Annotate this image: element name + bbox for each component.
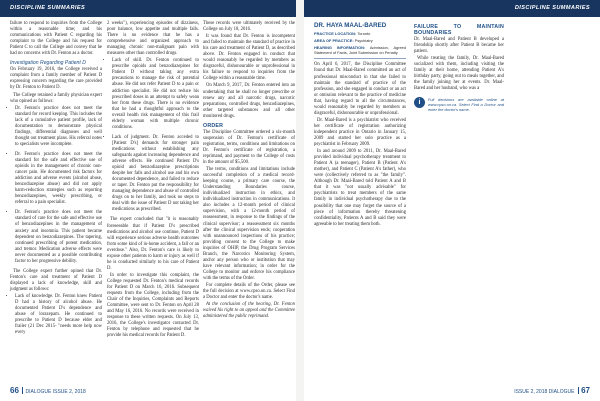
paragraph: On March 9, 2017, Dr. Fenton entered into an undertaking that he shall no longer prescribe or renew any and all narcotic drugs, narcotic preparations, controlled drugs, benzodiazepines, other targeted substances and all other monitored drugs. [203, 83, 295, 119]
section-header-left [0, 0, 296, 17]
paragraph: On April 6, 2017, the Discipline Committee found that Dr. Maal-Bared committed an act of professional misconduct in that she failed to maintain the standard of practice of the profession, and she engaged in conduct or an act or omission relevant to the practice of medicine that, having regard to all the circumstances, would reasonably be regarded by members as disgraceful, dishonourable or unprofessional. [314, 62, 406, 116]
hearing-information [314, 45, 406, 55]
paragraph: These records were ultimately received by the College on July 18, 2016. [203, 21, 295, 33]
decision-note [414, 97, 504, 112]
paragraph: At the conclusion of the hearing, Dr. Fenton waived his right to an appeal and the Committee administered the public reprimand. [203, 302, 295, 320]
list-item: • Lack of knowledge. Dr. Fenton knew Patient D had a history of alcohol abuse. He documented Patient D's dependence and abuse of lorazepam. He continued to prescribe to Patient D because elder and frailer (21 Dec 2015- "needs more help now every [15, 294, 102, 336]
meta-key: AREA OF PRACTICE: [314, 38, 354, 44]
page-number-left: 66 [10, 386, 19, 395]
folio-left [10, 386, 86, 395]
meta-key: HEARING INFORMATION: [314, 45, 366, 51]
info-icon: i [414, 97, 425, 108]
decision-note-text: Full decisions are available online at www.cpso.on.ca. Select Find a Doctor and enter the doctor's name. [428, 96, 504, 112]
paragraph: Dr. Maal-Bared is a psychiatrist who received her certificate of registration authorizing independent practice in Ontario in January 15, 2009 and started her solo practice as a psychiatrist in February 2009. [314, 117, 406, 148]
area-of-practice [314, 38, 406, 43]
paragraph: For complete details of the Order, please see the full decision at www.cpso.on.ca. Select Find a Doctor and enter the doctor's name. [203, 282, 295, 301]
heading-order: ORDER [203, 122, 224, 129]
divider [314, 58, 406, 59]
paragraph: The Discipline Committee ordered a six-month suspension of Dr. Fenton's certificate of registration, terms, conditions and limitations on Dr. Fenton's certificate of registration, a reprimand, and payment to the College of costs in the amount of $5,500. [203, 129, 295, 166]
practice-location [314, 31, 406, 36]
paragraph: failure to respond to inquiries from the College within a reasonable time; and his communications with Patient C regarding his complaint to the College and his request for Patient C to call the College and convey that he had no concerns with Dr. Fenton as a doctor. [10, 21, 102, 57]
paragraph: The terms, conditions and limitations include successful completion of a medical record-keeping course, a primary care course, the Understanding Boundaries course, individualized instruction in ethics, and individualized instruction in communications. It also includes a 12-month period of clinical supervision, with a 12-month period of reassessment, in response to the findings of the clinical supervisor; a reassessment six months after the clinical supervision ends; cooperation with unannounced inspections of his practice; providing consent to the College to make inquiries of OHIP, the Drug Program Services Branch, the Narcotics Monitoring System, and/or any person who or institution that may have relevant information; in order for the College to monitor and enforce his compliance with the terms of the Order. [203, 167, 295, 281]
column-4 [314, 21, 406, 229]
section-header-right [304, 0, 600, 17]
paragraph: While treating the family, Dr. Maal-Bared socialized with them, including visiting the family at their home, attending Patient A's birthday party, going out to meals together, and the family joining her at events. Dr. Maal-Bared and her husband, who was a [414, 56, 504, 92]
paragraph: In order to investigate this complaint, the College requested Dr. Fenton's medical records for Patient D on March 16, 2016. Subsequent requests from the College, including from the Chair of the Inquiries, Complaints and Reports Committee, were sent to Dr. Fenton on April 28 and May 16, 2016. No records were received in response to these written requests. On July 13, 2016, the College's investigator contacted Dr. Fenton by telephone and requested that he provide his medical records for Patient D. [107, 272, 199, 339]
deficiency-list [10, 294, 102, 336]
list-item: • Lack of skill. Dr. Fenton continued to prescribe opioids and benzodiazepines for Patient D without taking any extra precautions to manage the risk of potential abuse. He did not refer Patient D to a pain or addiction specialist. He did not reduce his prescribed doses in an attempt to safely wean her from these drugs. There is no evidence that he had a thoughtful approach to the overall health risk management of this frail elderly woman with multiple chronic conditions. [112, 58, 199, 131]
meta-value: Toronto [357, 31, 371, 37]
folio-divider [22, 387, 23, 394]
paragraph: The College retained a family physician expert who opined as follows: [10, 92, 102, 104]
paragraph: The College expert further opined that Dr. Fenton's care and treatment of Patient D displayed a lack of knowledge, skill and judgment as follows: [10, 268, 102, 292]
paragraph: In and around 2009 to 2011, Dr. Maal-Bared provided individual psychotherapy treatment to Patient A (a teenager), Patient B (Patient A's mother), and Patient C (Patient A's father), who were (collectively referred to as "the family". Although Dr. Maal-Bared told Patient A and B that it was "not usually advisable" for psychiatrists to treat members of the same family in individual psychotherapy due to the possibility that one may forget the source of a piece of information thereby threatening confidentiality, Patients A and B said they were agreeable to her treating them both. [314, 149, 406, 227]
page-number-right: 67 [581, 386, 590, 395]
list-item: • Dr. Fenton's practice does not meet the standard of care for the safe and effective use of benzodiazepines in the management of anxiety and insomnia. This patient became dependent on benzodiazepines. The tapering, continued prescribing of potent medication, and tremor. Medication adverse effects were never documented as a possible contributing factor to her progressive debility. [15, 210, 102, 264]
folio-right [514, 386, 590, 395]
meta-key: PRACTICE LOCATION: [314, 31, 357, 37]
meta-value: Psychiatry [354, 38, 373, 44]
column-1 [10, 21, 102, 340]
paragraph: It was found that Dr. Fenton is incompetent and failed to maintain the standard of practice in his care and treatment of Patient D, as described above. Dr. Fenton engaged in conduct that would reasonably be regarded by members as disgraceful, dishonourable or unprofessional in his failure to respond to inquiries from the College within a reasonable time. [203, 34, 295, 82]
paragraph: 2 weeks"), experiencing episodes of dizziness, poor balance, low appetite and multiple falls. There is no evidence that he has a comprehensive and organized approach to managing chronic non-malignant pain with measures other than controlled drugs. [107, 21, 199, 57]
column-5 [414, 21, 504, 112]
subheading-patient-d: Investigation Regarding Patient D [10, 60, 86, 67]
list-item: • Dr. Fenton's practice does not meet the standard for the safe and effective use of opioids in the management of chronic non-cancer pain. He documented risk factors for addiction and adverse events (alcohol abuse, benzodiazepine abuse) and did not apply harm-reduction strategies such as reporting benzodiazepines, weekly prescribing, or referral to a pain specialist. [15, 152, 102, 206]
list-item: • Dr. Fenton's practice does not meet the standard for record keeping. This includes the lack of a cumulative patient profile, lack of documentation to demonstrate physical findings, differential diagnoses and well thought out treatment plans. His referral notes to specialists were incomplete. [15, 106, 102, 148]
section-header-right-label: DISCIPLINE SUMMARIES [514, 5, 590, 11]
section-header-left-label: DISCIPLINE SUMMARIES [10, 5, 86, 11]
column-2 [107, 21, 199, 340]
expert-opinion-list [10, 106, 102, 265]
magazine-name-right: ISSUE 2, 2018 DIALOGUE [514, 389, 575, 395]
folio-divider [578, 387, 579, 394]
case-title: DR. HAYA MAAL-BARED [314, 22, 387, 29]
column-3 [203, 21, 295, 321]
page-gutter [296, 0, 304, 401]
paragraph: The expert concluded that "it is reasonably foreseeable that if Patient D's prescribed medications and alcohol use continue, Patient D will experience serious adverse health outcomes from some kind of in-home accident, a fall or an overdose." Also, Dr. Fenton's care is likely to expose other patients to harm or injury as well if he is conducted similarly to his care of Patient D. [107, 217, 199, 271]
heading-boundaries: FAILURE TO MAINTAIN BOUNDARIES [414, 24, 504, 37]
paragraph: Dr. Maal-Bared and Patient B developed a friendship shortly after Patient B became her patient. [414, 37, 504, 55]
deficiency-list-cont [107, 58, 199, 213]
meta-value: Admission, Agreed Statement of Facts, Joint Submission on Penalty [314, 45, 406, 56]
magazine-name-left: DIALOGUE ISSUE 2, 2018 [25, 389, 86, 395]
paragraph: On February 19, 2016, the College received a complaint from a family member of Patient D expressing concern regarding the care provided by Dr. Fenton to Patient D. [10, 67, 102, 91]
list-item: • Lack of judgment. Dr. Fenton acceded to [Patient D's] demands for stronger pain medications without establishing any safeguards against increasing dependence and adverse effects. He continued Patient D's opioid and benzodiazepine prescriptions despite her falls and alcohol use and his own documented dependence, and failed to reduce or taper. Dr. Fenton put the responsibility for managing dependence and abuse of controlled drugs on to her family, and took no steps to deal with the issue of Patient D not taking her medications as prescribed. [112, 135, 199, 214]
